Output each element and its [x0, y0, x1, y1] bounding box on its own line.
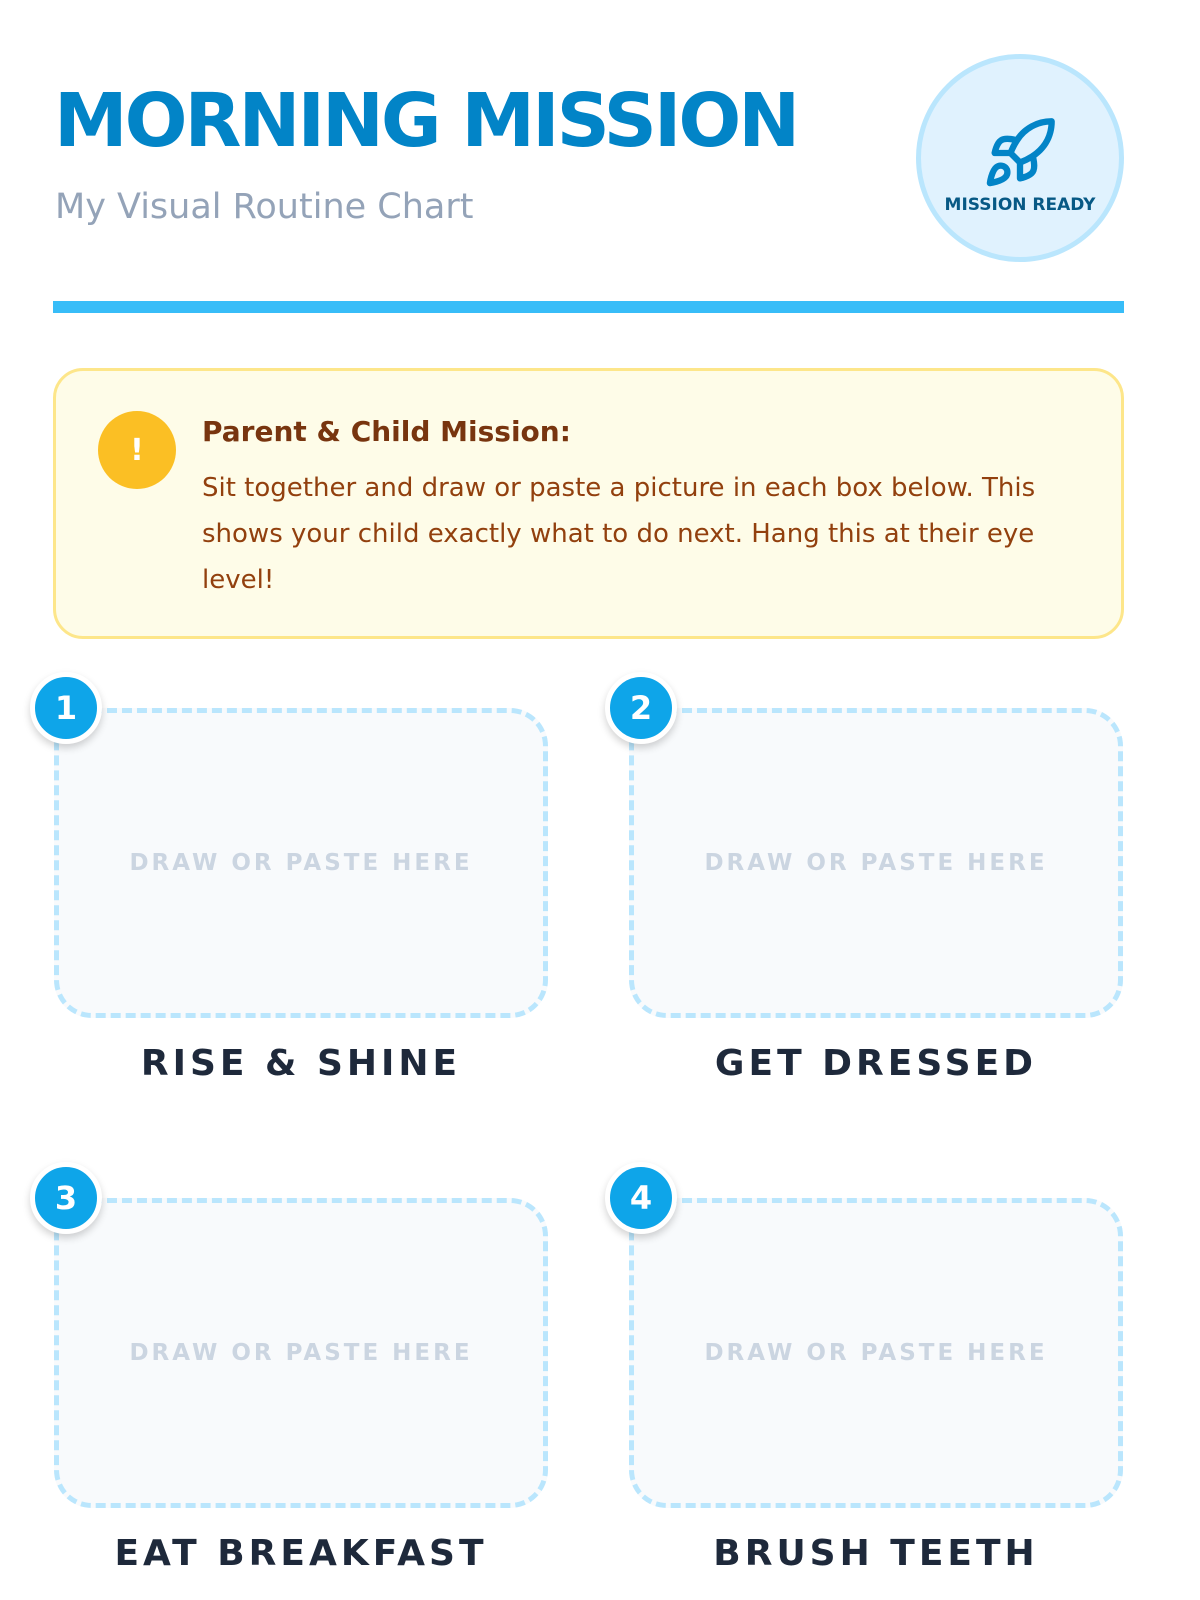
callout-body: Sit together and draw or paste a picture in each box below. This shows your child exactly what to do next. Hang this at their eye level! [202, 473, 1036, 595]
step-label: BRUSH TEETH [713, 1533, 1039, 1574]
header-divider [53, 301, 1124, 313]
step-number-badge: 3 [30, 1162, 102, 1234]
step-label: RISE & SHINE [140, 1043, 462, 1084]
step-label: GET DRESSED [714, 1043, 1038, 1084]
parent-child-callout [53, 368, 1124, 639]
step-number-badge: 1 [30, 672, 102, 744]
rocket-icon [982, 101, 1058, 191]
drawing-area[interactable] [629, 1198, 1123, 1508]
callout-title: Parent & Child Mission: [202, 415, 571, 448]
mission-ready-badge [916, 54, 1124, 262]
step-label: EAT BREAKFAST [114, 1533, 488, 1574]
drawing-placeholder: DRAW OR PASTE HERE [704, 850, 1048, 876]
drawing-area[interactable] [54, 708, 548, 1018]
step-number-badge: 4 [605, 1162, 677, 1234]
drawing-placeholder: DRAW OR PASTE HERE [129, 850, 473, 876]
badge-label: MISSION READY [944, 195, 1096, 215]
drawing-placeholder: DRAW OR PASTE HERE [129, 1340, 473, 1366]
page-subtitle: My Visual Routine Chart [55, 187, 474, 227]
drawing-area[interactable] [629, 708, 1123, 1018]
step-number-badge: 2 [605, 672, 677, 744]
drawing-area[interactable] [54, 1198, 548, 1508]
drawing-placeholder: DRAW OR PASTE HERE [704, 1340, 1048, 1366]
exclamation-icon: ! [98, 411, 176, 489]
page-title: MORNING MISSION [54, 78, 798, 164]
